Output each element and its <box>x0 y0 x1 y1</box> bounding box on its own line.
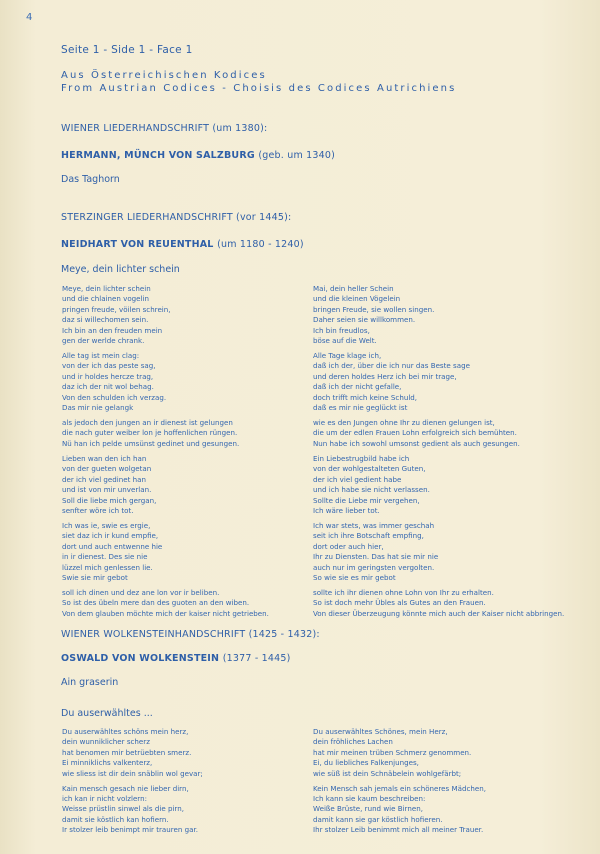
composer-heading <box>61 150 335 161</box>
lyric-line: dein wunniklicher scherz <box>62 737 150 747</box>
lyric-line: böse auf die Welt. <box>313 336 377 346</box>
lyric-line: So ist des übeln mere dan des guoten an den wiben. <box>62 598 250 608</box>
lyric-line: Daher seien sie willkommen. <box>313 315 416 325</box>
lyric-line: Weiße Brüste, rund wie Birnen, <box>313 804 423 814</box>
lyric-line: Lieben wan den ich han <box>62 453 147 463</box>
lyric-line: wie es den Jungen ohne Ihr zu dienen gelungen ist, <box>313 418 495 428</box>
composer-name: HERMANN, MÜNCH VON SALZBURG <box>61 150 255 161</box>
lyric-line: Ihr stolzer Leib benimmt mich all meiner Trauer. <box>313 825 484 835</box>
lyric-line: und die chlainen vogelin <box>62 294 149 304</box>
composer-dates: (um 1180 - 1240) <box>217 239 304 250</box>
lyric-line: Ich kann sie kaum beschreiben: <box>313 794 426 804</box>
song-title: Du auserwähltes ... <box>61 708 153 719</box>
lyric-line: und die kleinen Vögelein <box>313 294 401 304</box>
lyric-line: dein fröhliches Lachen <box>313 737 393 747</box>
lyric-line: sollte ich ihr dienen ohne Lohn von Ihr zu erhalten. <box>313 587 494 597</box>
lyric-line: Meye, dein lichter schein <box>62 284 151 293</box>
stanza <box>62 351 307 413</box>
composer-dates: (geb. um 1340) <box>258 150 336 161</box>
lyric-line: Von den schulden ich verzag. <box>62 392 167 402</box>
lyric-line: damit kann sie gar köstlich hofieren. <box>313 814 443 824</box>
lyric-line: So wie sie es mir gebot <box>313 572 396 582</box>
lyric-line: Von dem glauben möchte mich der kaiser nicht getrieben. <box>62 608 269 618</box>
lyric-line: bringen Freude, sie wollen singen. <box>313 304 435 314</box>
original-lyrics-column <box>62 284 307 624</box>
lyric-line: daz ich der nit wol behag. <box>62 382 154 392</box>
lyric-line: als jedoch den jungen an ir dienest ist gelungen <box>62 418 233 428</box>
stanza <box>62 454 307 516</box>
lyric-line: Mai, dein heller Schein <box>313 284 394 293</box>
stanza <box>62 284 307 346</box>
song-title: Ain graserin <box>61 677 119 688</box>
lyric-line: pringen freude, vöilen schrein, <box>62 304 171 314</box>
lyric-line: siet daz ich ir kund empfie, <box>62 531 159 541</box>
stanza <box>313 284 563 346</box>
lyric-line: Ein Liebestrugbild habe ich <box>313 453 410 463</box>
stanza <box>313 521 563 583</box>
lyric-line: lüzzel mich genlessen lie. <box>62 562 153 572</box>
lyric-line: gen der werlde chrank. <box>62 336 145 346</box>
stanza <box>313 588 563 619</box>
lyric-line: Das mir nie gelangk <box>62 403 134 413</box>
collection-subtitle: From Austrian Codices - Choisis des Codices Autrichiens <box>61 83 457 94</box>
lyric-line: Sollte die Liebe mir vergehen, <box>313 495 420 505</box>
lyric-line: daß ich der nicht gefalle, <box>313 382 402 392</box>
translation-lyrics-column <box>313 727 563 840</box>
lyric-line: Alle Tage klage ich, <box>313 351 382 361</box>
lyric-line: Ich war stets, was immer geschah <box>313 520 435 530</box>
lyric-line: der ich viel gedient habe <box>313 474 402 484</box>
lyric-line: Du auserwähltes schöns mein herz, <box>62 727 189 736</box>
lyric-line: hat benomen mir betrüebten smerz. <box>62 747 192 757</box>
lyric-line: Ir stolzer leib benimpt mir trauren gar. <box>62 825 198 835</box>
lyric-line: Ich wäre lieber tot. <box>313 505 380 515</box>
composer-name: NEIDHART VON REUENTHAL <box>61 239 214 250</box>
lyric-line: Weisse prüstlin sinwel als die pirn, <box>62 804 184 814</box>
collection-title: Aus Österreichischen Kodices <box>61 70 267 81</box>
lyric-line: soll ich dinen und dez ane lon vor ir beliben. <box>62 587 220 597</box>
lyric-line: Ei minniklichs valkenterz, <box>62 758 153 768</box>
lyric-line: der ich viel gedinet han <box>62 474 146 484</box>
stanza <box>313 727 563 779</box>
manuscript-heading: WIENER LIEDERHANDSCHRIFT (um 1380): <box>61 123 268 134</box>
original-lyrics-column <box>62 727 307 840</box>
stanza <box>62 727 307 779</box>
lyric-line: Ei, du liebliches Falkenjunges, <box>313 758 419 768</box>
manuscript-heading: STERZINGER LIEDERHANDSCHRIFT (vor 1445): <box>61 212 292 223</box>
composer-dates: (1377 - 1445) <box>222 653 291 664</box>
lyric-line: Ihr zu Diensten. Das hat sie mir nie <box>313 552 439 562</box>
lyric-line: von der wohlgestalteten Guten, <box>313 464 426 474</box>
lyric-line: daß es mir nie geglückt ist <box>313 403 408 413</box>
lyric-line: wie süß ist dein Schnäbelein wohlgefärbt; <box>313 768 462 778</box>
lyric-line: daz si willechomen sein. <box>62 315 149 325</box>
page-number: 4 <box>26 12 33 23</box>
stanza <box>313 418 563 449</box>
lyric-line: von der ich das peste sag, <box>62 361 156 371</box>
lyric-line: und deren holdes Herz ich bei mir trage, <box>313 371 457 381</box>
stanza <box>62 418 307 449</box>
lyric-line: hat mir meinen trüben Schmerz genommen. <box>313 747 472 757</box>
lyric-line: die nach guter weiber lon je hoffenlichen rüngen. <box>62 428 238 438</box>
lyric-line: Ich bin freudlos, <box>313 325 370 335</box>
stanza <box>62 784 307 836</box>
song-title: Meye, dein lichter schein <box>61 264 180 275</box>
composer-name: OSWALD VON WOLKENSTEIN <box>61 653 220 664</box>
lyric-line: ich kan ir nicht volzlern: <box>62 794 147 804</box>
lyric-line: dort und auch entwenne hie <box>62 541 163 551</box>
lyric-line: seit ich ihre Botschaft empfing, <box>313 531 424 541</box>
lyric-line: Nü han ich pelde umsünst gedinet und gesungen. <box>62 438 240 448</box>
lyric-line: Kain mensch gesach nie lieber dirn, <box>62 783 189 793</box>
lyric-line: Swie sie mir gebot <box>62 572 128 582</box>
lyric-line: damit sie köstlich kan hofiern. <box>62 814 169 824</box>
stanza <box>313 454 563 516</box>
stanza <box>313 784 563 836</box>
stanza <box>313 351 563 413</box>
lyric-line: Ich was ie, swie es ergie, <box>62 520 151 530</box>
lyric-line: dort oder auch hier, <box>313 541 384 551</box>
lyric-line: und ir holdes hercze trag, <box>62 371 154 381</box>
lyric-line: So ist doch mehr Übles als Gutes an den Frauen. <box>313 598 486 608</box>
manuscript-heading: WIENER WOLKENSTEINHANDSCHRIFT (1425 - 1432): <box>61 629 320 640</box>
lyric-line: und ich habe sie nicht verlassen. <box>313 485 430 495</box>
translation-lyrics-column <box>313 284 563 624</box>
lyric-line: senfter wöre ich tot. <box>62 505 134 515</box>
lyric-line: Du auserwähltes Schönes, mein Herz, <box>313 727 448 736</box>
lyric-line: Kein Mensch sah jemals ein schöneres Mädchen, <box>313 783 486 793</box>
lyric-line: in ir dienest. Des sie nie <box>62 552 148 562</box>
song-title: Das Taghorn <box>61 174 120 185</box>
lyric-line: wie sliess ist dir dein snäblin wol gevar; <box>62 768 203 778</box>
lyric-line: doch trifft mich keine Schuld, <box>313 392 418 402</box>
lyric-line: die um der edlen Frauen Lohn erfolgreich sich bemühten. <box>313 428 517 438</box>
lyric-line: Ich bin an den freuden mein <box>62 325 163 335</box>
lyric-line: Von dieser Überzeugung könnte mich auch der Kaiser nicht abbringen. <box>313 608 565 618</box>
lyric-line: Soll die liebe mich gergan, <box>62 495 157 505</box>
stanza <box>62 588 307 619</box>
lyric-line: Alle tag ist mein clag: <box>62 351 140 361</box>
stanza <box>62 521 307 583</box>
composer-heading <box>61 653 291 664</box>
lyric-line: Nun habe ich sowohl umsonst gedient als auch gesungen. <box>313 438 520 448</box>
lyric-line: und ist von mir unverlan. <box>62 485 152 495</box>
lyric-line: von der gueten wolgetan <box>62 464 152 474</box>
lyric-line: auch nur im geringsten vergolten. <box>313 562 435 572</box>
side-heading: Seite 1 - Side 1 - Face 1 <box>61 44 193 56</box>
composer-heading <box>61 239 304 250</box>
lyric-line: daß ich der, über die ich nur das Beste sage <box>313 361 470 371</box>
